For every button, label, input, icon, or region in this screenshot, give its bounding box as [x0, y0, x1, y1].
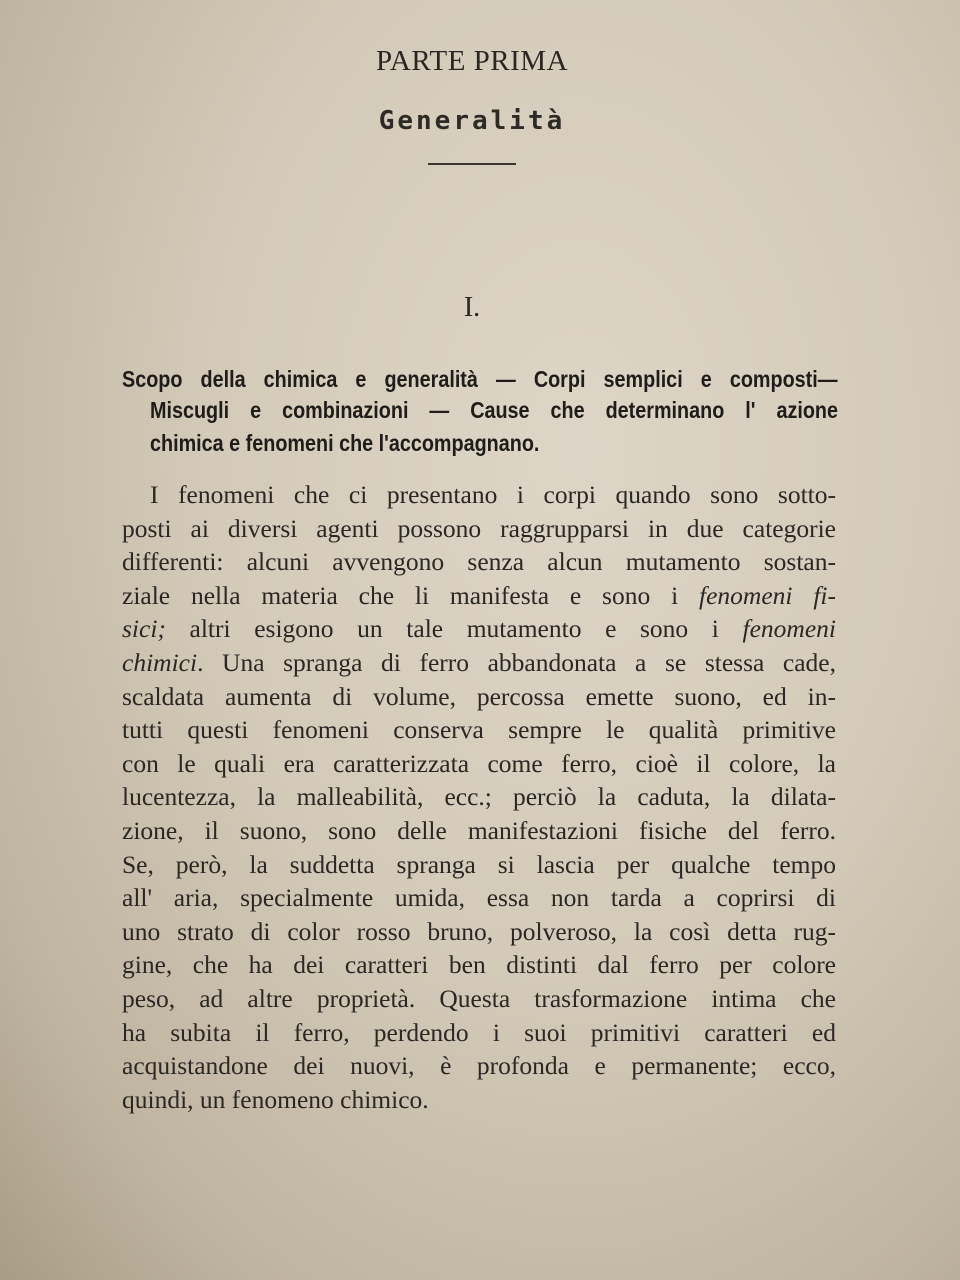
chapter-heading-line: Scopo della chimica e generalità — Corpi semplici e composti—	[122, 366, 838, 392]
section-subtitle: Generalità	[378, 106, 566, 136]
text-segment: all' aria, specialmente umida, essa non tarda a coprirsi di	[122, 883, 836, 913]
text-segment: lucentezza, la malleabilità, ecc.; perciò la caduta, la dilata-	[122, 782, 836, 812]
paragraph-line	[122, 749, 836, 779]
text-segment: altri esigono un tale mutamento e sono i	[165, 614, 743, 644]
text-segment: scaldata aumenta di volume, percossa emette suono, ed in-	[122, 681, 836, 711]
text-segment: tutti questi fenomeni conserva sempre le qualità primitive	[122, 715, 836, 745]
paragraph-line	[122, 1051, 836, 1081]
paragraph-line	[122, 850, 836, 880]
text-segment: I fenomeni che ci presentano i corpi quando sono sotto-	[150, 480, 836, 509]
paragraph-line	[122, 1085, 836, 1115]
text-segment: ha subita il ferro, perdendo i suoi primitivi caratteri ed	[122, 1017, 836, 1047]
paragraph-line	[122, 715, 836, 745]
paragraph-line	[122, 816, 836, 846]
paragraph-line	[122, 614, 836, 644]
paragraph-line	[122, 950, 836, 980]
text-segment: Se, però, la suddetta spranga si lascia per qualche tempo	[122, 849, 836, 879]
divider-rule	[428, 163, 516, 165]
paragraph-line	[122, 547, 836, 577]
italic-term: fenomeni fi-	[699, 580, 836, 610]
text-segment: posti ai diversi agenti possono raggrupparsi in due categorie	[122, 513, 836, 543]
italic-term: sici;	[122, 614, 166, 644]
text-segment: peso, ad altre proprietà. Questa trasformazione intima che	[122, 984, 836, 1013]
paragraph-line	[122, 1018, 836, 1048]
chapter-number: I.	[463, 292, 481, 323]
italic-term: chimici	[122, 648, 198, 677]
text-segment: . Una spranga di ferro abbandonata a se stessa cade,	[197, 648, 836, 677]
text-segment: quindi, un fenomeno chimico.	[122, 1084, 429, 1114]
italic-term: fenomeni	[742, 614, 836, 644]
paragraph-line	[122, 648, 836, 678]
text-segment: uno strato di color rosso bruno, polveroso, la così detta rug-	[122, 916, 836, 946]
part-title: PARTE PRIMA	[375, 45, 569, 77]
text-segment: ziale nella materia che li manifesta e sono i	[122, 580, 700, 610]
text-segment: con le quali era caratterizzata come ferro, cioè il colore, la	[122, 748, 836, 778]
paragraph-line	[122, 917, 836, 947]
paragraph-line	[150, 480, 836, 510]
chapter-heading-line: Miscugli e combinazioni — Cause che determinano l' azione	[150, 397, 838, 423]
text-segment: differenti: alcuni avvengono senza alcun mutamento sostan-	[122, 547, 836, 577]
text-segment: gine, che ha dei caratteri ben distinti dal ferro per colore	[122, 950, 836, 980]
paragraph-line	[122, 984, 836, 1014]
chapter-heading-line: chimica e fenomeni che l'accompagnano.	[150, 430, 540, 456]
paragraph-line	[122, 514, 836, 544]
paragraph-line	[122, 581, 836, 611]
paragraph-line	[122, 782, 836, 812]
text-segment: zione, il suono, sono delle manifestazioni fisiche del ferro.	[122, 816, 836, 845]
text-segment: acquistandone dei nuovi, è profonda e permanente; ecco,	[122, 1051, 836, 1081]
paragraph-line	[122, 883, 836, 913]
paragraph-line	[122, 682, 836, 712]
